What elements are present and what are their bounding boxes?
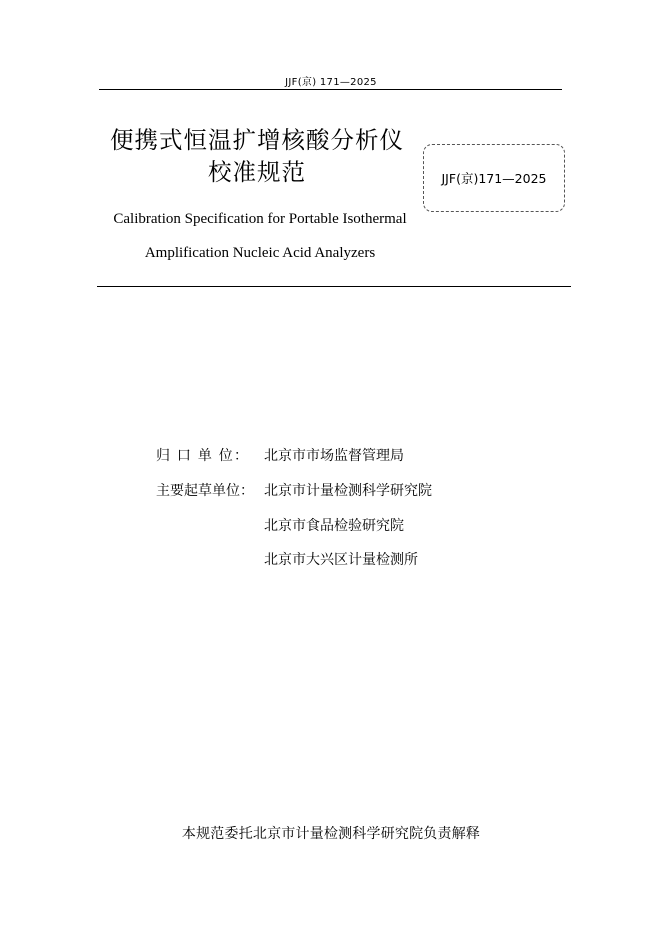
drafting-unit-label: 主要起草单位： bbox=[156, 483, 254, 499]
responsible-unit-row bbox=[156, 445, 476, 465]
chinese-title-line1: 便携式恒温扩增核酸分析仪 bbox=[110, 126, 404, 154]
drafting-unit-row bbox=[156, 480, 476, 500]
drafting-unit-value-1: 北京市计量检测科学研究院 bbox=[264, 483, 432, 499]
drafting-unit-value-2: 北京市食品检验研究院 bbox=[264, 518, 404, 534]
chinese-title bbox=[96, 124, 418, 188]
responsible-unit-label: 归 口 单 位： bbox=[156, 448, 248, 464]
standard-code-box bbox=[423, 144, 565, 212]
english-title-line2: Amplification Nucleic Acid Analyzers bbox=[144, 245, 376, 261]
drafting-unit-row bbox=[156, 515, 476, 535]
interpretation-note: 本规范委托北京市计量检测科学研究院负责解释 bbox=[181, 826, 481, 842]
english-title bbox=[80, 202, 440, 270]
chinese-title-line2: 校准规范 bbox=[208, 158, 306, 186]
responsible-unit-value: 北京市市场监督管理局 bbox=[264, 448, 404, 464]
title-divider bbox=[97, 286, 571, 287]
header-divider bbox=[99, 89, 562, 90]
drafting-unit-value-3: 北京市大兴区计量检测所 bbox=[264, 552, 418, 568]
drafting-unit-row bbox=[156, 549, 476, 569]
standard-code-box-text: JJF(京)171—2025 bbox=[441, 171, 547, 186]
english-title-line1: Calibration Specification for Portable Isothermal bbox=[113, 211, 407, 227]
header-standard-code: JJF(京) 171—2025 bbox=[285, 77, 377, 88]
